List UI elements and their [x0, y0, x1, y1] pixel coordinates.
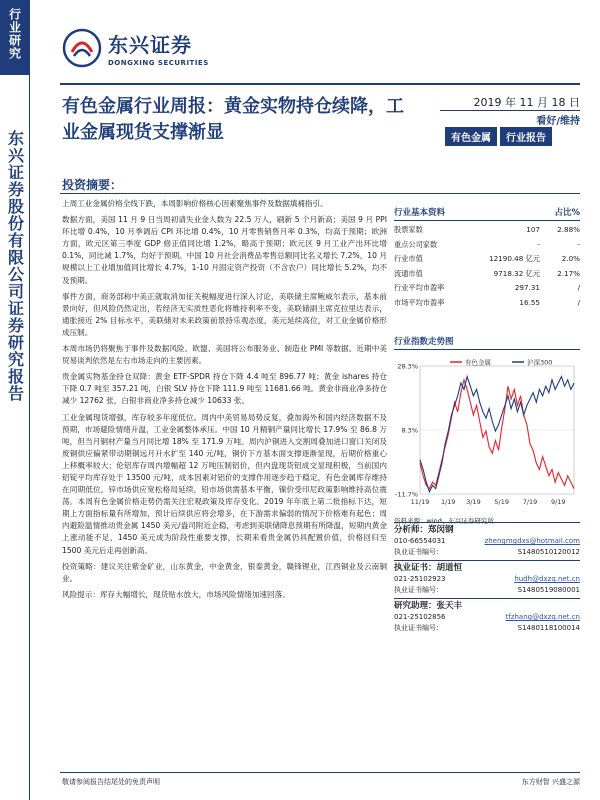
report-rating: 看好/维持	[536, 116, 580, 127]
summary-paragraph: 事件方面，商务部称中美正就取消加征关税幅度进行深入讨论，美联储主席鲍威尔表示，基本前景向好，但风险仍然定出，若经济无实质性恶化将维持利率不变，美联储副主席克拉里达表示，通胀接近 2% 目标水平，美联储对未来政策前景持乐观态度，美元延续高位，对工业金属价格形成压制。	[62, 291, 387, 337]
report-date: 2019 年 11 月 18 日	[473, 96, 580, 109]
footer-divider	[60, 772, 580, 773]
series-line-1	[420, 377, 574, 492]
stat-label: 流通市值	[394, 268, 423, 278]
series-line-0	[420, 380, 574, 489]
y-tick-label: 8.3%	[401, 426, 418, 435]
index-chart-panel	[394, 335, 580, 525]
summary-paragraph: 上周工业金属价格全线下跌，本周影响价格核心因素聚焦事件及数据填補指引。	[62, 199, 328, 208]
analyst-entry	[394, 522, 580, 558]
industry-data-table	[394, 223, 580, 310]
legend-label: 沪深300	[527, 358, 553, 367]
logo-mark-icon	[62, 28, 102, 68]
tag-industry: 有色金属	[445, 127, 497, 146]
analyst-email[interactable]: zhengmgdxs@hotmail.com	[484, 537, 580, 545]
stat-pct: /	[577, 283, 580, 292]
analyst-cert: S1480519080001	[517, 586, 580, 594]
x-tick-label: 11/19	[410, 498, 430, 506]
analyst-email[interactable]: tfzhang@dxzq.net.cn	[505, 613, 580, 621]
summary-divider	[60, 193, 580, 194]
meta-divider	[440, 110, 580, 111]
stat-row	[394, 267, 580, 282]
industry-data-panel	[394, 206, 580, 310]
footer-slogan: 东方财智 兴盛之源	[521, 778, 580, 786]
analyst-name: 执业证书：胡道恒	[394, 563, 463, 573]
sidebar-top-label: 行业研究	[7, 8, 22, 60]
stat-label: 市场平均市盈率	[394, 297, 445, 307]
chart-section-header	[394, 335, 580, 350]
analyst-cert: S1480118100014	[517, 624, 580, 632]
analyst-phone: 021-25102856	[394, 613, 446, 621]
analyst-cert-label: 执业证书编号：	[394, 624, 443, 632]
summary-body	[62, 198, 387, 605]
analyst-phone: 021-25102923	[394, 575, 446, 583]
stat-value: 9718.32 亿元	[493, 268, 540, 278]
stat-value: 297.31	[514, 283, 540, 292]
left-sidebar	[0, 0, 30, 800]
analyst-name: 研究助理：张天丰	[394, 601, 463, 611]
industry-data-title: 行业基本资料	[394, 208, 446, 218]
summary-paragraph: 投资策略：建议关注紫金矿业，山东黄金，中金黄金，银泰黄金，赣锋锂业，江西铜业及云南铜业。	[62, 561, 387, 583]
stat-value: -	[537, 239, 540, 249]
stat-row	[394, 281, 580, 296]
stat-label: 重点公司家数	[394, 239, 438, 249]
sidebar-bottom-label: 东兴证券股份有限公司证券研究报告	[5, 130, 25, 402]
analyst-name: 分析师：郑闵钢	[394, 525, 454, 535]
logo-cn-text: 东兴证券	[108, 33, 192, 57]
x-tick-label: 5/19	[494, 498, 510, 506]
industry-data-header	[394, 206, 580, 221]
analyst-email[interactable]: hudh@dxzq.net.cn	[514, 575, 580, 583]
summary-paragraph: 贵金属实物基金持仓双降：黄金 ETF-SPDR 持仓下降 4.4 吨至 896.77 吨；黄金 ishares 持仓下降 0.7 吨至 357.21 吨，白银 SLV 持仓下降 111.9 吨至 11681.66 吨。黄金非商业净多持仓减少 12762 张，白银非商业净多持仓减少 10633 张。	[62, 372, 387, 406]
stat-value: 107	[526, 225, 540, 234]
index-line-chart	[394, 354, 580, 514]
x-tick-label: 7/19	[522, 498, 538, 506]
stat-row	[394, 296, 580, 311]
stat-row	[394, 252, 580, 267]
stat-value: 12190.48 亿元	[489, 254, 540, 263]
stat-pct: 2.0%	[561, 254, 580, 263]
stat-pct: 2.88%	[557, 225, 580, 234]
analyst-phone: 010-66554031	[394, 537, 446, 545]
footer-disclaimer: 敬请参阅报告结尾处的免责声明	[62, 778, 160, 786]
chart-container	[394, 354, 580, 514]
stat-pct: /	[577, 297, 580, 307]
report-tags	[445, 127, 555, 146]
analyst-panel	[394, 522, 580, 636]
analyst-entry	[394, 598, 580, 634]
x-tick-label: 9/19	[550, 498, 566, 506]
analyst-cert: S1480510120012	[517, 548, 580, 556]
stat-value: 16.55	[519, 297, 540, 307]
company-logo	[62, 28, 209, 68]
stat-label: 行业市值	[394, 254, 423, 263]
summary-title: 投资摘要：	[62, 178, 123, 192]
logo-en-text: DONGXING SECURITIES	[108, 59, 209, 67]
y-tick-label: -11.7%	[395, 490, 418, 499]
stat-label: 行业平均市盈率	[394, 283, 445, 292]
industry-data-col-label: 占比%	[554, 208, 580, 218]
report-title: 有色金属行业周报：黄金实物持仓续降，工业金属现货支撑渐显	[62, 96, 404, 143]
stat-pct: -	[577, 239, 580, 249]
stat-label: 股票家数	[394, 225, 423, 234]
analyst-cert-label: 执业证书编号：	[394, 586, 443, 594]
summary-paragraph: 本周市场仍将聚焦于事件及数据风险。欧盟、美国将公布服务业、制造业 PMI 等数据。近期中美贸易谈判依然是左右市场走向的主要因素。	[62, 344, 387, 366]
summary-paragraph: 工业金属现货增强，库存较多年度低位。周内中美贸易局势反复，叠加海外和国内经济数据不及预期，市场避险情绪升温，工业金属整体承压。中国 10 月精铜产量同比增长 17.9% 至 86.8 万吨，但当月铜材产量当月同比增 18% 至 171.9 万吨。周内沪铜进入交割周叠加进口窗口关闭及废铜供应偏紧带动期铜远月升水扩至 140 元/吨，铜价下方基本面支撑逐渐显现，后期价格重心上移概率较大；伦铝库存周内增幅超 12 万吨压制铝价，但内盘现货铝成交显现积极，当前国内铝锭平均库存处于 13500 元/吨，成本因素对铝价的支撑作用逐步趋于稳定，有色金属库存维持在同期低位，锌市场供应宽松格局延续，铅市场供需基本平衡，镍价受印尼政策影响维持高位震荡。本周有色金属价格走势仍需关注宏观政策及库存变化。2019 年年底上第二批指标下达，短期上方面指标量有所增加，预计后续供应将会增多，在下游需求偏弱的情况下价格难有起色；周内避险温情推动贵金属 1450 美元/盎司附近企稳，考虑到美联储降息预期有所降温，短期内黄金上涨动能不足，1450 美元成为阶段性重要支撑，长期来看贵金属仍具配置价值，价格回归至 1500 美元后走再创新高。	[62, 412, 387, 555]
x-tick-label: 1/19	[440, 498, 456, 506]
stat-pct: 2.17%	[557, 268, 580, 278]
y-tick-label: 28.3%	[397, 362, 418, 371]
header-divider	[60, 83, 580, 85]
analyst-cert-label: 执业证书编号：	[394, 548, 443, 556]
stat-row	[394, 223, 580, 238]
stat-row	[394, 238, 580, 253]
tag-report-type: 行业报告	[500, 127, 552, 146]
analyst-entry	[394, 560, 580, 596]
legend-label: 有色金属	[465, 358, 491, 367]
chart-section-title: 行业指数走势图	[394, 337, 454, 347]
summary-paragraph: 风险提示：库存大幅增长，现货贴水放大，市场风险情绪加速回落。	[62, 589, 290, 599]
chart-source: 资料来源：wind、东兴证券研究所	[394, 517, 494, 525]
summary-paragraph: 数据方面，美国 11 月 9 日当周初请失业金人数为 22.5 万人，刷新 5 个月新高；美国 9 月 PPI 环比增 0.4%，10 月季调后 CPI 环比增 0.4%，10 月零售销售月率 0.3%，均高于预期；欧洲方面，欧元区第三季度 GDP 修正值同比增 1.2%，略高于预期；欧元区 9 月工业产出环比增 0.1%，同比减 1.7%，均好于预期。中国 10 月社会消费品零售总额同比名义增长 7.2%，10 月规模以上工业增加值同比增长 4.7%，1-10 月固定资产投资（不含农户）同比增长 5.2%，均不及预期。	[62, 215, 387, 285]
x-tick-label: 3/19	[466, 498, 481, 506]
